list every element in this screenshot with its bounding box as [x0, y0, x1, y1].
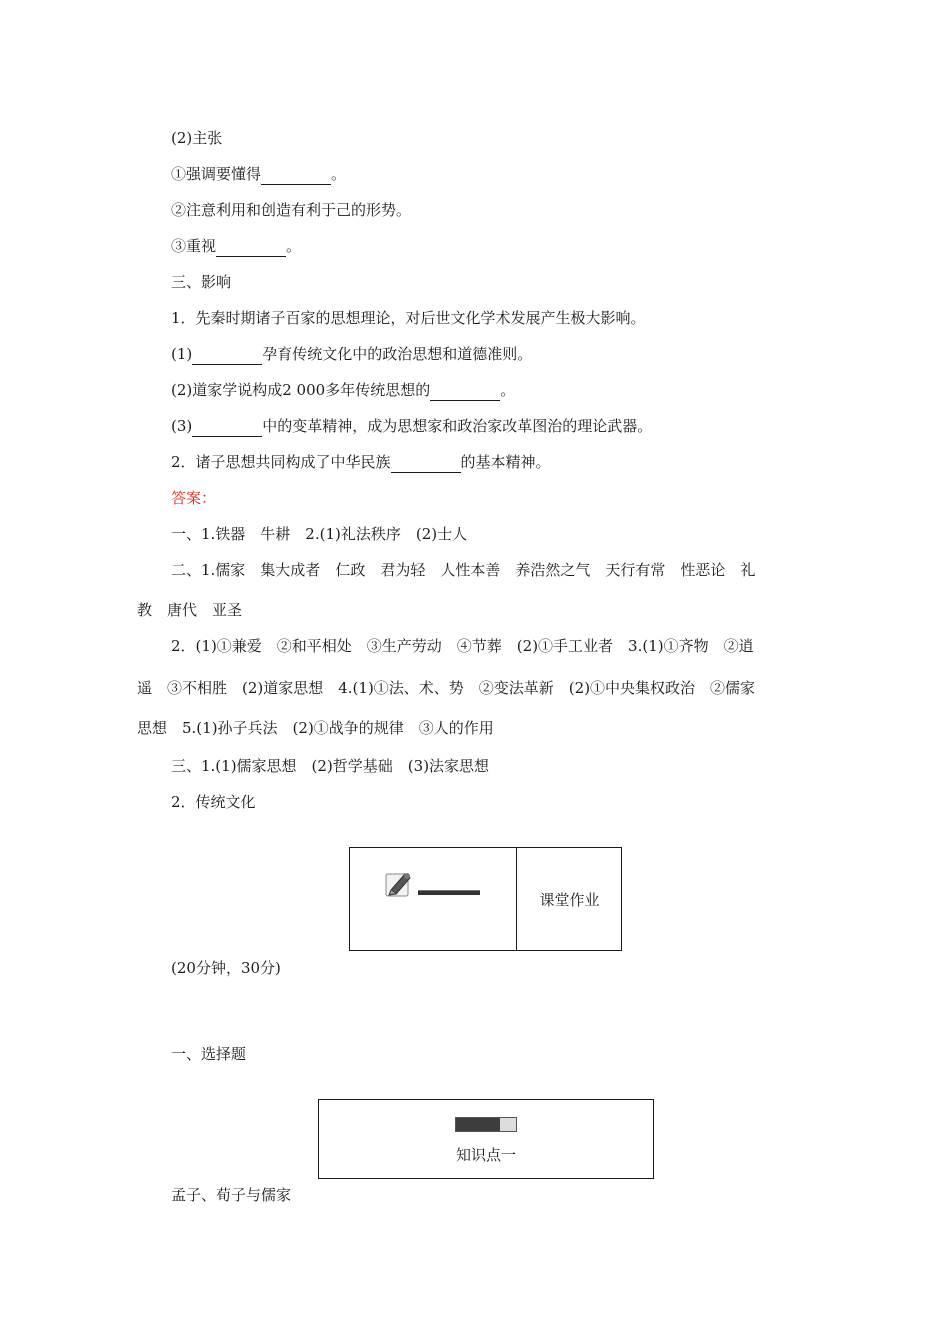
homework-banner [349, 847, 622, 951]
line-text: 。 [331, 165, 347, 183]
text-line-l15: 2．(1)①兼爱 ②和平相处 ③生产劳动 ④节葬 (2)①手工业者 3.(1)①齐物 ②逍 [171, 637, 754, 655]
text-line-l19: 2．传统文化 [171, 793, 256, 811]
text-line-l16: 遥 ③不相胜 (2)道家思想 4.(1)①法、术、势 ②变法革新 (2)①中央集权政治 ②儒家 [137, 679, 756, 697]
text-line-l4 [171, 236, 301, 257]
text-line-l1: (2)主张 [171, 129, 223, 147]
text-line-l13: 二、1.儒家 集大成者 仁政 君为轻 人性本善 养浩然之气 天行有常 性恶论 礼 [171, 561, 756, 579]
line-text: ③重视 [171, 237, 217, 255]
line-text: 2．诸子思想共同构成了中华民族 [171, 453, 391, 471]
text-line-l7 [171, 344, 532, 365]
text-line-l12: 一、1.铁器 牛耕 2.(1)礼法秩序 (2)士人 [171, 525, 468, 543]
fill-in-blank[interactable] [192, 416, 262, 437]
text-line-l5: 三、影响 [171, 273, 232, 291]
line-text: (3) [171, 417, 193, 435]
answer-heading: 答案： [171, 489, 217, 507]
title-underline-bar [418, 890, 480, 895]
line-text: 。 [286, 237, 302, 255]
homework-label: 课堂作业 [539, 890, 600, 909]
text-line-l6: 1．先秦时期诸子百家的思想理论，对后世文化学术发展产生极大影响。 [171, 309, 646, 327]
text-line-l20: (20分钟，30分) [171, 959, 281, 977]
text-line-l22: 孟子、荀子与儒家 [171, 1186, 292, 1204]
text-line-l17: 思想 5.(1)孙子兵法 (2)①战争的规律 ③人的作用 [137, 719, 494, 737]
knowledge-point-banner [318, 1099, 654, 1179]
fill-in-blank[interactable] [192, 344, 262, 365]
line-text: 孕育传统文化中的政治思想和道德准则。 [262, 345, 533, 363]
text-line-l18: 三、1.(1)儒家思想 (2)哲学基础 (3)法家思想 [171, 757, 490, 775]
line-text: 的基本精神。 [460, 453, 551, 471]
fill-in-blank[interactable] [216, 236, 286, 257]
fill-in-blank[interactable] [391, 452, 461, 473]
section-tag-bar [455, 1117, 517, 1132]
line-text: ①强调要懂得 [171, 165, 262, 183]
text-line-l9 [171, 416, 652, 437]
line-text: (2)道家学说构成2 000多年传统思想的 [171, 381, 431, 399]
text-line-l21: 一、选择题 [171, 1045, 247, 1063]
text-line-l8 [171, 380, 515, 401]
line-text: (1) [171, 345, 193, 363]
text-line-l14: 教 唐代 亚圣 [137, 601, 243, 619]
knowledge-point-label: 知识点一 [455, 1146, 516, 1164]
line-text: 。 [500, 381, 516, 399]
fill-in-blank[interactable] [430, 380, 500, 401]
text-line-l10 [171, 452, 551, 473]
fill-in-blank[interactable] [261, 164, 331, 185]
text-line-l2 [171, 164, 346, 185]
text-line-l3: ②注意利用和创造有利于己的形势。 [171, 201, 412, 219]
line-text: 中的变革精神，成为思想家和政治家改革图治的理论武器。 [262, 417, 653, 435]
pen-and-paper-icon [383, 868, 415, 898]
